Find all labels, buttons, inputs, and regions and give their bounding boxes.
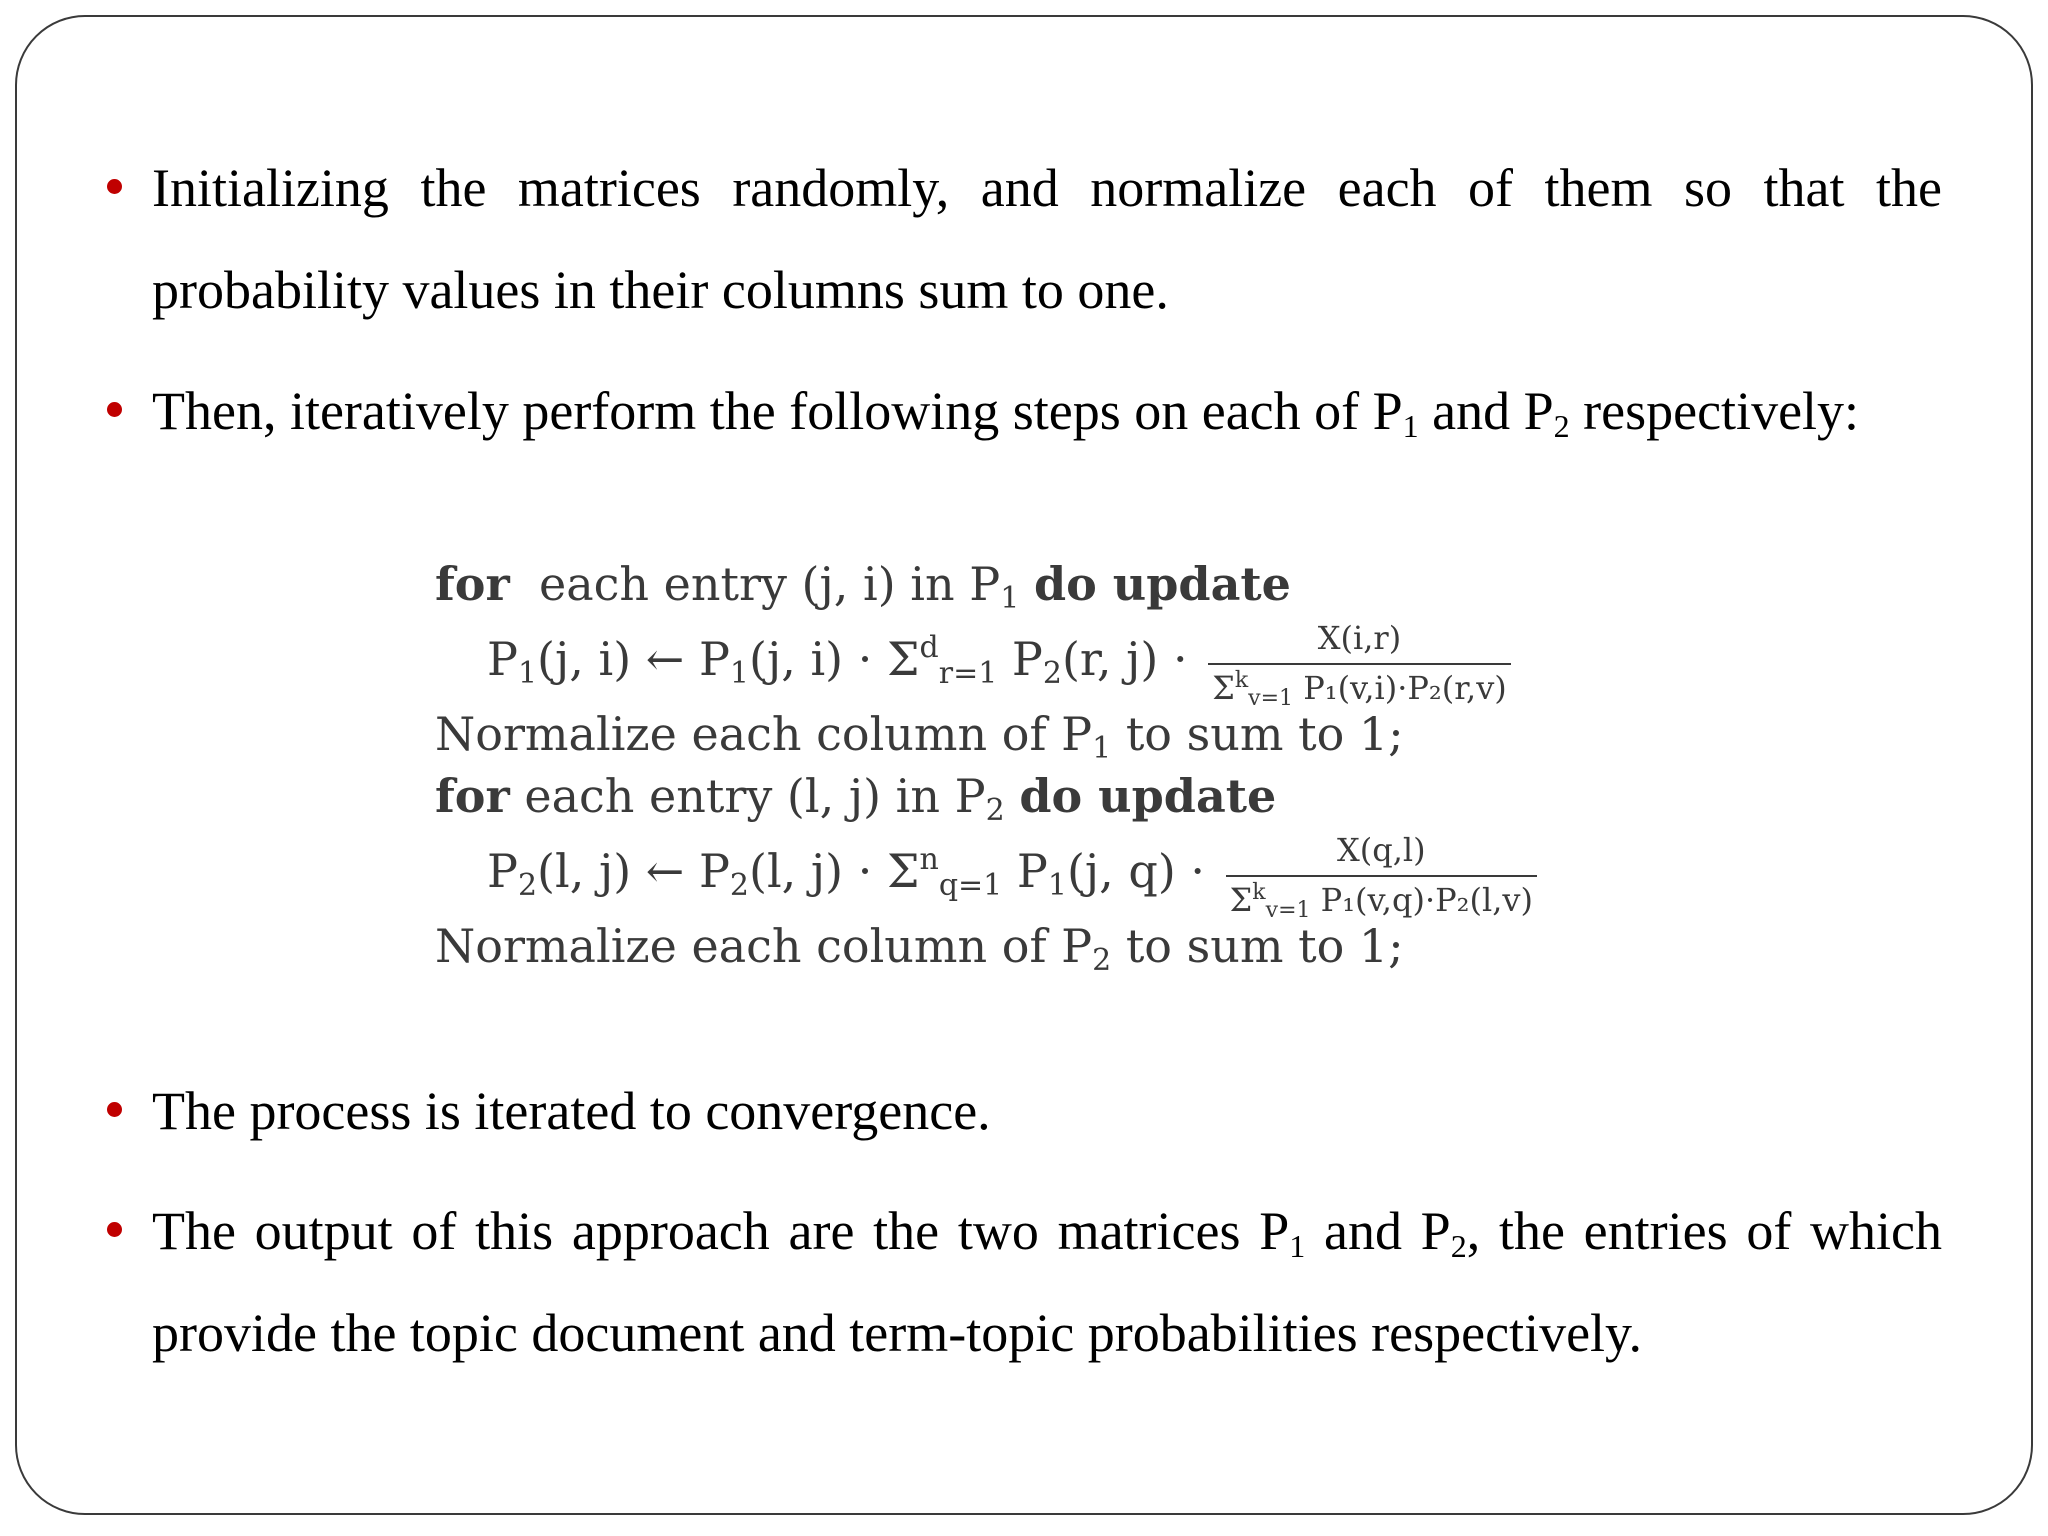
slide-frame [15,15,2033,1515]
bullet-item-3 [152,1060,1942,1162]
algo-line-2: P1(j, i) ← P1(j, $i) \cdot \Sigma^dr=1$ P2(r, j) · $\frac{X(i,r)}{\Sigma^kv=1 P_1(v,i)\cdot P_2(r,v)}$ [487,619,1511,707]
bullet-dot-icon [107,179,122,194]
algo-line-5: P2(l, j) ← P2(l, $j) \cdot \Sigma^nq=1$ P1(j, q) · $\frac{X(q,l)}{\Sigma^kv=1 P_1(v,q)\cdot P_2(l,v)}$ [487,831,1537,919]
fraction: $\frac{X(i,r)}{\Sigma^kv=1 P_1(v,i)\cdot P_2(r,v)}$ [1208,619,1511,707]
bullet-dot-icon [107,1222,122,1237]
bullet-text: Then, iteratively perform the following steps on each of $P_1$ and $P_2$ respectively: [152,381,1860,444]
bullet-dot-icon [107,402,122,417]
bullet-item-4 [152,1180,1942,1384]
algo-line-1: for each entry (j, i) in P1 do update [435,557,1291,616]
bullet-item-1 [152,137,1942,341]
algo-line-3: Normalize each column of P1 to sum to 1; [435,707,1404,766]
fraction: $\frac{X(q,l)}{\Sigma^kv=1 P_1(v,q)\cdot P_2(l,v)}$ [1226,831,1537,919]
algo-line-6: Normalize each column of P2 to sum to 1; [435,919,1404,978]
bullet-text: The output of this approach are the two matrices $P_1$ and $P_2$, the entries of which provide the topic document and term-topic probabilities respectively. [152,1201,1942,1363]
bullet-text: Initializing the matrices randomly, and normalize each of them so that the probability values in their columns sum to one. [152,158,1942,320]
bullet-dot-icon [107,1102,122,1117]
bullet-text: The process is iterated to convergence. [152,1081,991,1141]
algo-line-4: for each entry (l, j) in P2 do update [435,769,1277,828]
bullet-item-2 [152,360,1942,462]
